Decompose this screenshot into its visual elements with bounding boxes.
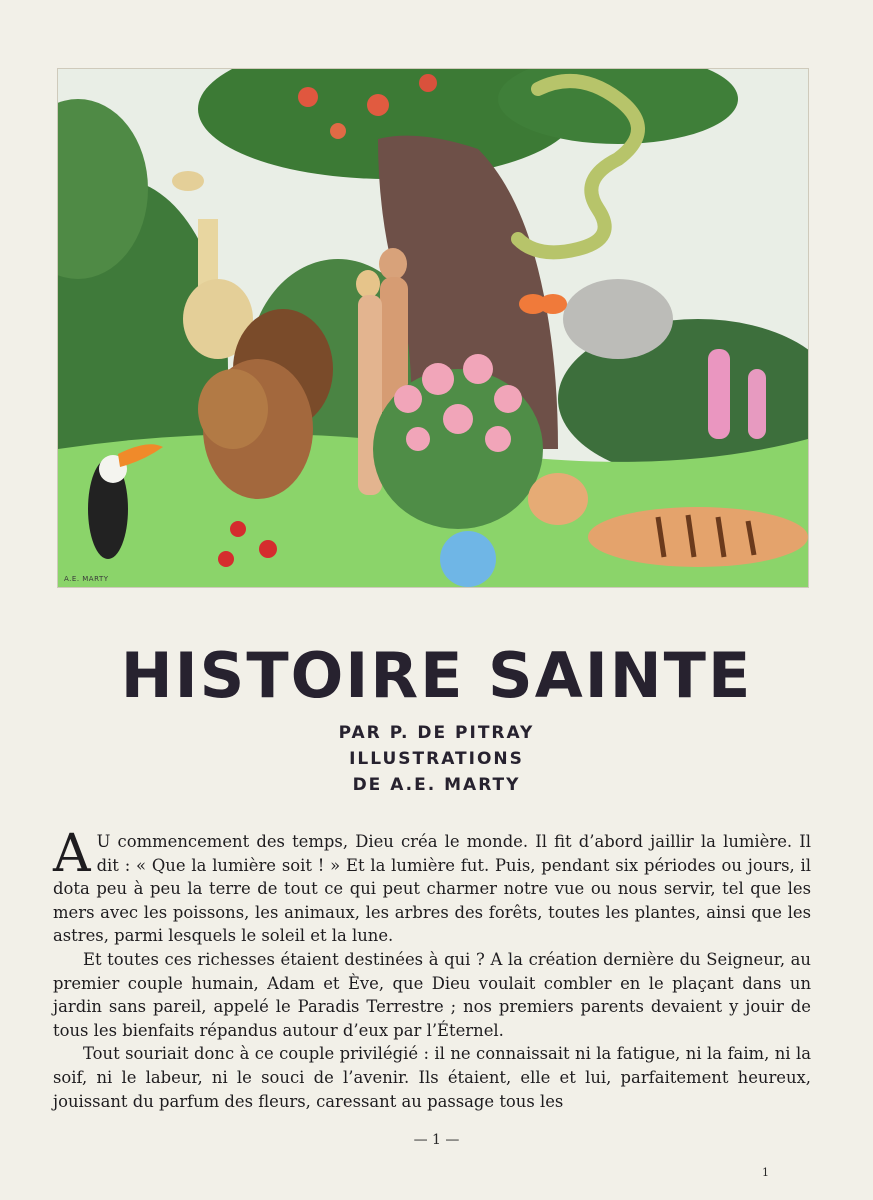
paragraph-1-text: U commencement des temps, Dieu créa le monde. Il fit d’abord jaillir la lumière. Il dit : « Que la lumière soit ! » Et la lumière fut. Puis, pendant six périodes ou jours, il dota peu à peu la terre de tout ce qui peut charmer notre vue ou nous servir, tel que les mers avec les poissons, les animaux, les arbres des forêts, toutes les plantes, ainsi que les astres, parmi lesquels le soleil et la lune. bbox=[53, 832, 811, 946]
byline-author: PAR P. DE PITRAY bbox=[338, 723, 535, 743]
paragraph-3: Tout souriait donc à ce couple privilégié : il ne connaissait ni la fatigue, ni la faim, ni la soif, ni le labeur, ni le souci de l’avenir. Ils étaient, elle et lui, parfaitement heureux, jouissant du parfum des fleurs, caressant au passage tous les bbox=[53, 1044, 811, 1111]
paragraph-1 bbox=[53, 824, 811, 948]
elephant-figure bbox=[563, 279, 673, 359]
illustration-artwork bbox=[58, 69, 808, 587]
body-text bbox=[53, 824, 811, 1113]
page-folio: — 1 — bbox=[413, 1132, 460, 1148]
paragraph-2: Et toutes ces richesses étaient destinées à qui ? A la création dernière du Seigneur, au premier couple humain, Adam et Ève, que Dieu voulait combler en le plaçant dans un jardin sans pareil, appelé le Paradis Terrestre ; nos premiers parents devaient y jouir de tous les bienfaits répandus autour d’eux par l’Éternel. bbox=[53, 949, 811, 1040]
byline-illustrations: ILLUSTRATIONS bbox=[349, 749, 524, 769]
corner-page-number: 1 bbox=[762, 1166, 769, 1179]
blue-flower bbox=[440, 531, 496, 587]
drop-cap: A bbox=[53, 824, 91, 884]
illustrator-signature: A.E. MARTY bbox=[64, 575, 109, 583]
garden-of-eden-illustration bbox=[57, 68, 809, 588]
page-title: HISTOIRE SAINTE bbox=[120, 639, 753, 712]
byline-illustrator: DE A.E. MARTY bbox=[352, 775, 521, 795]
